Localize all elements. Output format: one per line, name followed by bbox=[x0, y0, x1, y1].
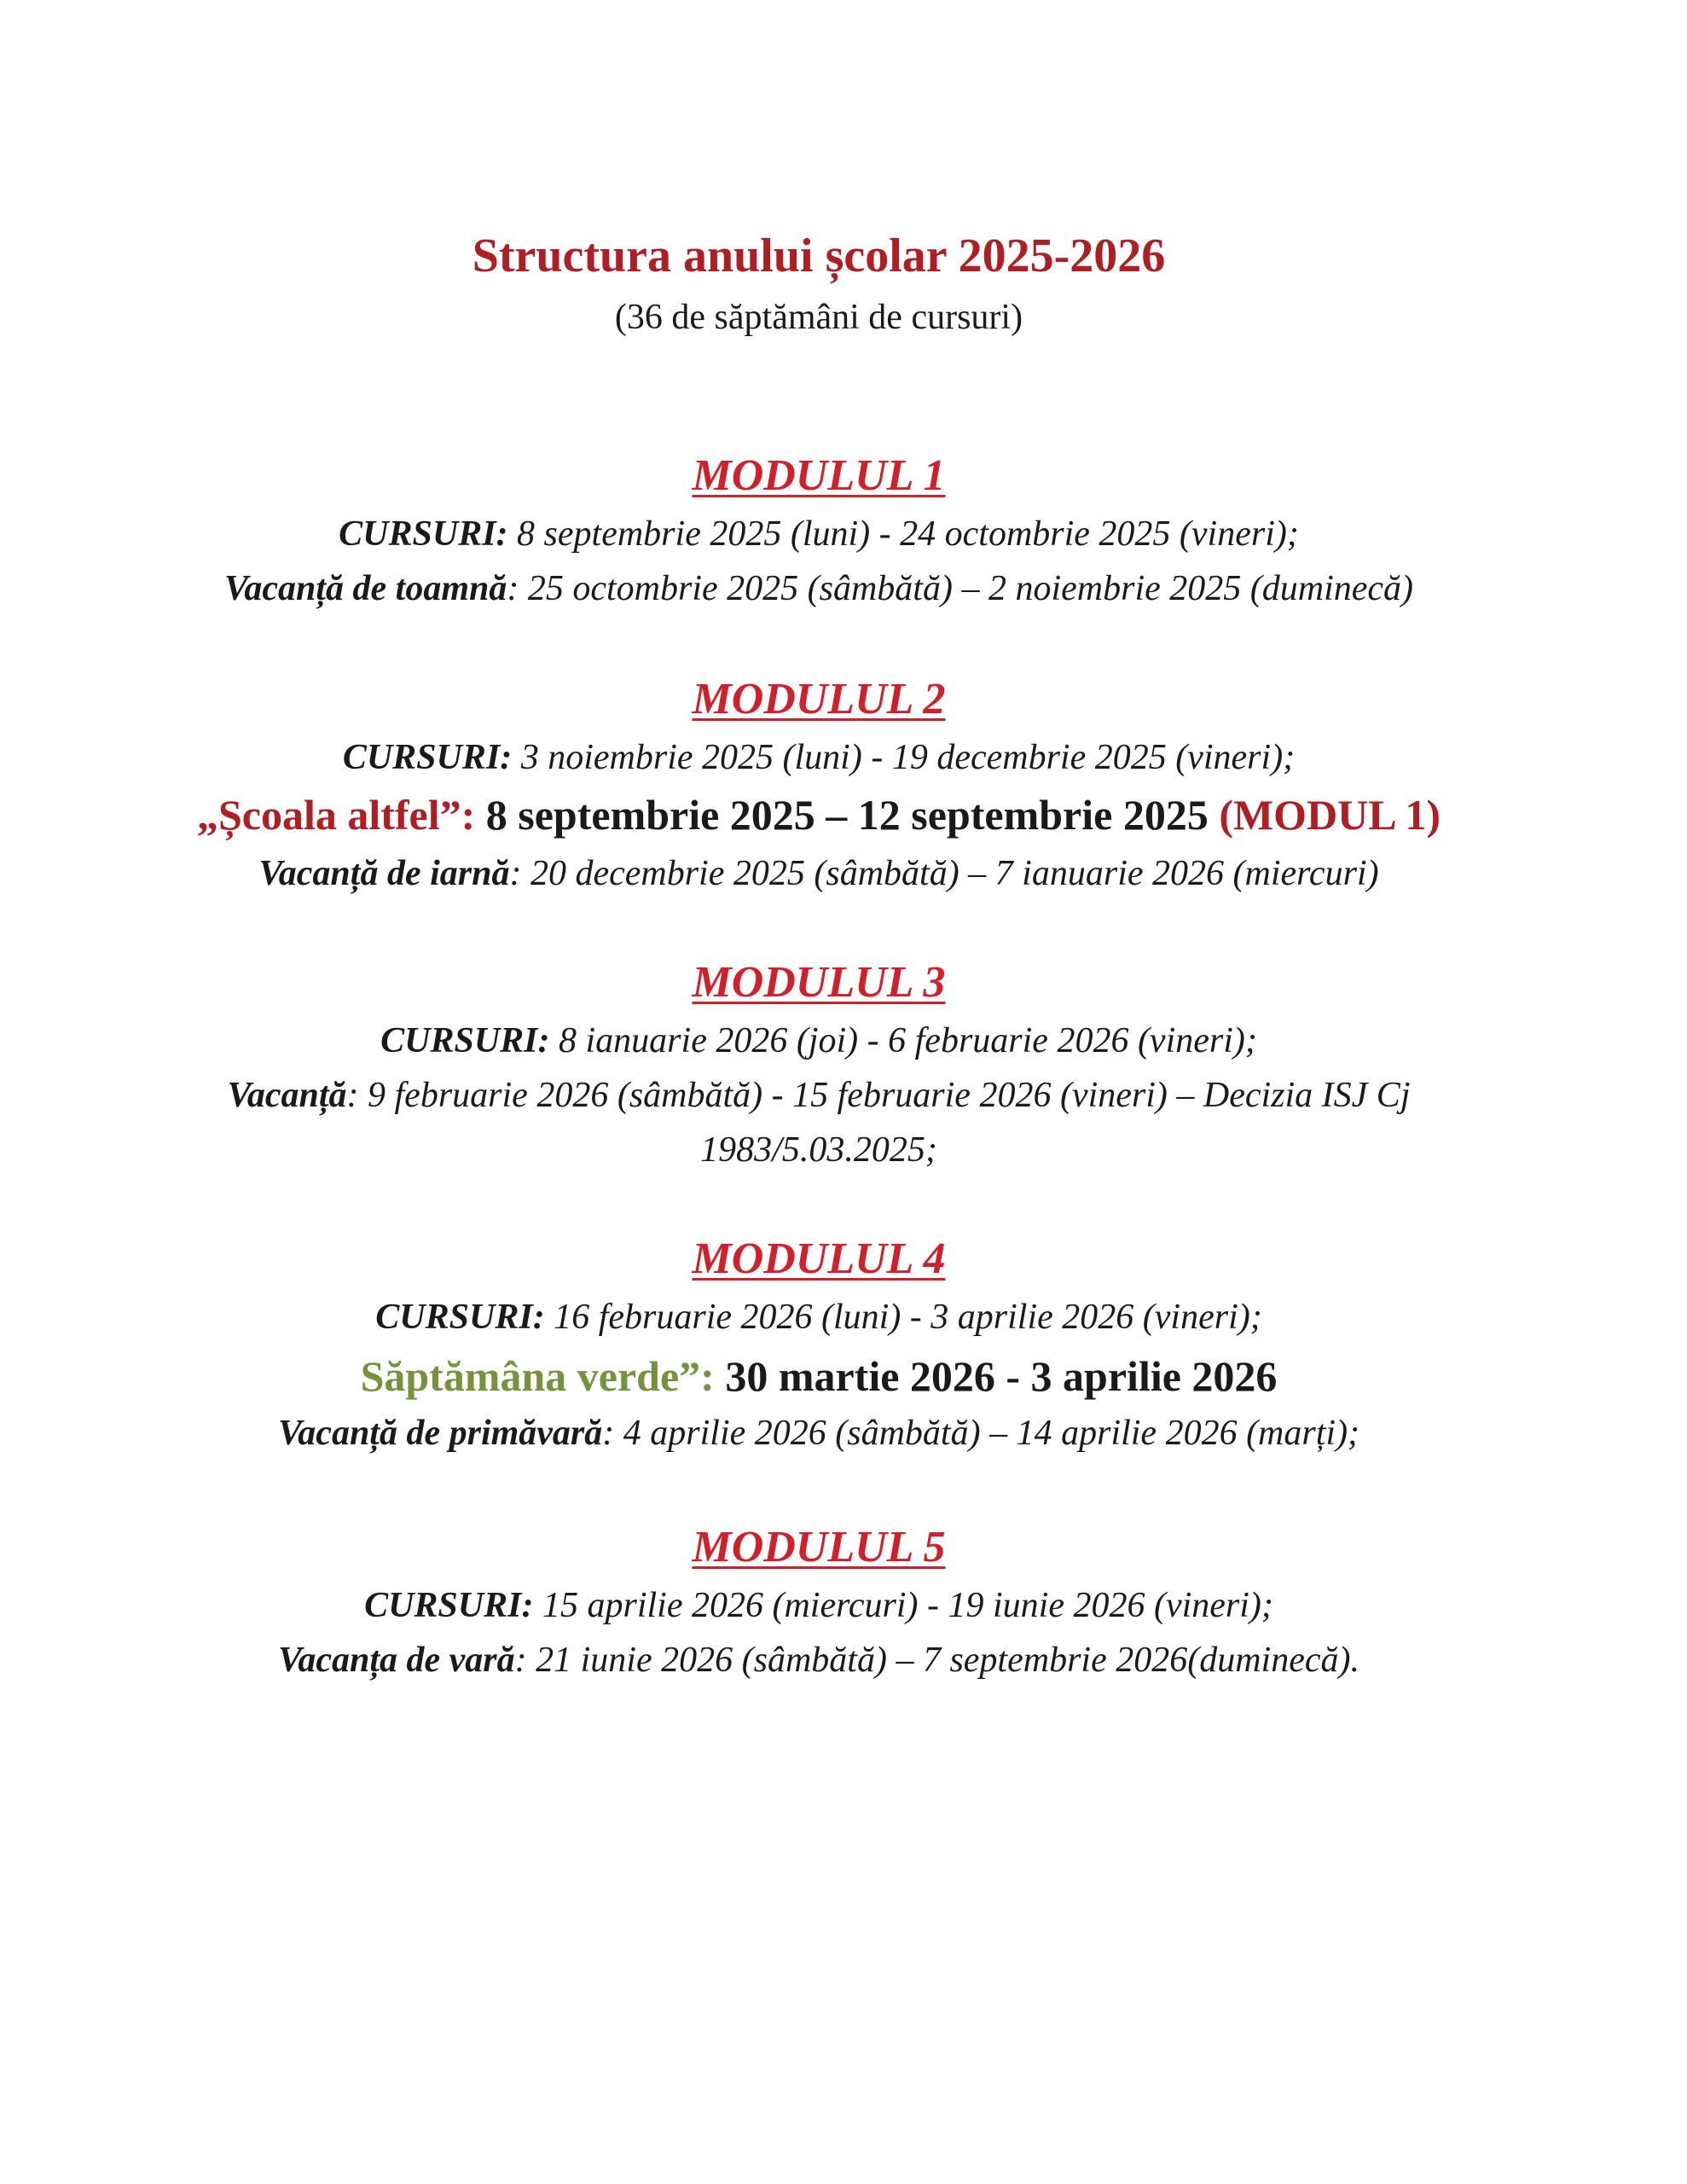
courses-dates: 15 aprilie 2026 (miercuri) - 19 iunie 2026 (vineri); bbox=[533, 1586, 1273, 1625]
vacation-dates: : 4 aprilie 2026 (sâmbătă) – 14 aprilie 2026 (marți); bbox=[602, 1414, 1360, 1453]
vacation-label: Vacanță bbox=[227, 1076, 347, 1115]
module-3-courses bbox=[0, 1020, 1638, 1061]
module-4-heading: MODULUL 4 bbox=[692, 1234, 946, 1283]
module-4-vacation bbox=[0, 1413, 1638, 1454]
module-1-vacation bbox=[0, 568, 1638, 609]
saptamana-verde-line bbox=[0, 1351, 1638, 1401]
saptamana-verde-label: Săptămâna verde”: bbox=[360, 1352, 715, 1400]
module-5-heading: MODULUL 5 bbox=[692, 1523, 946, 1571]
courses-dates: 3 noiembrie 2025 (luni) - 19 decembrie 2025 (vineri); bbox=[512, 738, 1296, 777]
courses-label: CURSURI: bbox=[375, 1298, 545, 1337]
document-subtitle: (36 de săptămâni de cursuri) bbox=[614, 298, 1023, 337]
scoala-altfel-dates: 8 septembrie 2025 – 12 septembrie 2025 bbox=[475, 791, 1220, 839]
module-5-courses bbox=[0, 1585, 1638, 1626]
vacation-label: Vacanță de toamnă bbox=[223, 569, 507, 608]
module-1-heading: MODULUL 1 bbox=[692, 451, 946, 500]
module-1-courses bbox=[0, 514, 1638, 555]
vacation-label: Vacanță de iarnă bbox=[258, 854, 510, 893]
module-2-heading: MODULUL 2 bbox=[692, 675, 946, 723]
scoala-altfel-note: (MODUL 1) bbox=[1219, 791, 1441, 839]
vacation-dates: : 20 decembrie 2025 (sâmbătă) – 7 ianuarie 2026 (miercuri) bbox=[509, 854, 1379, 893]
vacation-dates: : 21 iunie 2026 (sâmbătă) – 7 septembrie 2026(duminecă). bbox=[514, 1641, 1359, 1680]
module-3-heading: MODULUL 3 bbox=[692, 958, 946, 1007]
courses-label: CURSURI: bbox=[380, 1021, 550, 1060]
vacation-dates: : 25 octombrie 2025 (sâmbătă) – 2 noiembrie 2025 (duminecă) bbox=[507, 569, 1414, 608]
saptamana-verde-dates: 30 martie 2026 - 3 aprilie 2026 bbox=[714, 1352, 1278, 1400]
vacation-dates: : 9 februarie 2026 (sâmbătă) - 15 februarie 2026 (vineri) – Decizia ISJ Cj bbox=[346, 1076, 1411, 1115]
scoala-altfel-label: „Școala altfel”: bbox=[196, 791, 476, 839]
module-4-courses bbox=[0, 1297, 1638, 1338]
document-title: Structura anului școlar 2025-2026 bbox=[472, 229, 1166, 282]
courses-label: CURSURI: bbox=[364, 1586, 534, 1625]
courses-dates: 8 ianuarie 2026 (joi) - 6 februarie 2026 (vineri); bbox=[549, 1021, 1257, 1060]
module-3-vacation bbox=[0, 1075, 1638, 1116]
courses-label: CURSURI: bbox=[339, 514, 508, 554]
module-2-vacation bbox=[0, 853, 1638, 894]
vacation-label: Vacanță de primăvară bbox=[277, 1414, 603, 1453]
courses-label: CURSURI: bbox=[342, 738, 513, 777]
module-2-courses bbox=[0, 737, 1638, 778]
scoala-altfel-line bbox=[0, 790, 1638, 839]
module-5-vacation bbox=[0, 1640, 1638, 1681]
courses-dates: 16 februarie 2026 (luni) - 3 aprilie 2026 (vineri); bbox=[544, 1298, 1262, 1337]
module-3-vacation-decision: 1983/5.03.2025; bbox=[700, 1130, 937, 1170]
vacation-label: Vacanța de vară bbox=[278, 1641, 515, 1680]
courses-dates: 8 septembrie 2025 (luni) - 24 octombrie 2025 (vineri); bbox=[507, 514, 1299, 554]
